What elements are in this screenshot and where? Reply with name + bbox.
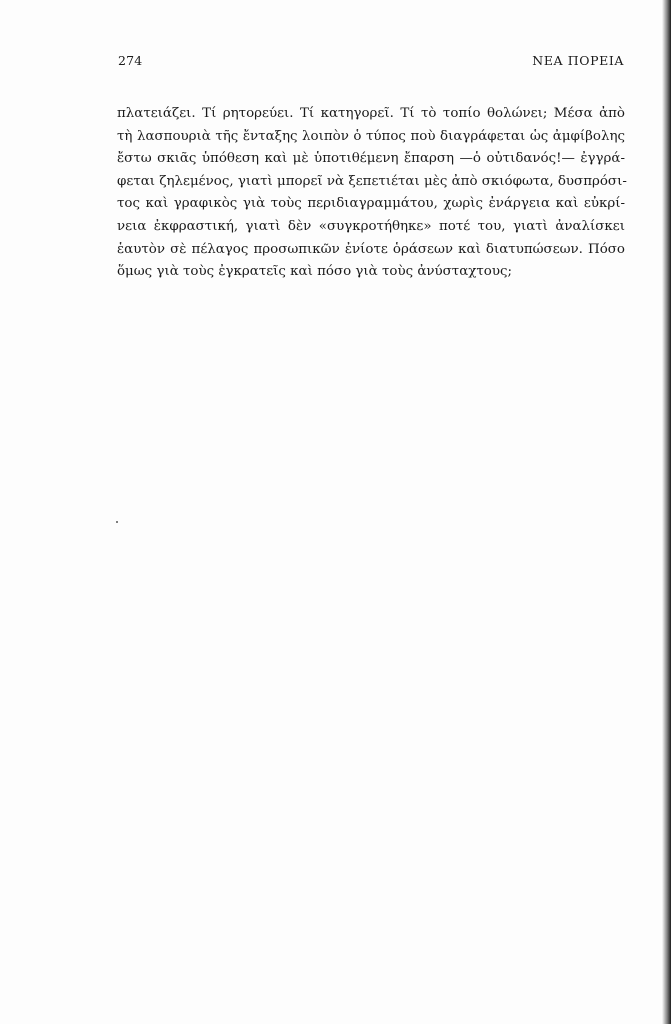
- text-line: φεται ζηλεμένος, γιατὶ μπορεῖ νὰ ξεπετιέται μὲς ἀπὸ σκιόφωτα, δυσπρόσι-: [117, 173, 627, 189]
- text-line: πλατειάζει. Τί ρητορεύει. Τί κατηγορεῖ. Τί τὸ τοπίο θολώνει; Μέσα ἀπὸ: [117, 106, 625, 121]
- page-number: 274: [118, 53, 143, 68]
- page-header: [118, 52, 624, 70]
- text-line: ἑαυτὸν σὲ πέλαγος προσωπικῶν ἐνίοτε ὁράσεων καὶ διατυπώσεων. Πόσο: [117, 241, 625, 257]
- text-line: ἔστω σκιᾶς ὑπόθεση καὶ μὲ ὑποτιθέμενη ἔπαρση —ὁ οὐτιδανός!— ἐγγρά-: [117, 151, 625, 167]
- running-head: ΝΕΑ ΠΟΡΕΙΑ: [532, 53, 624, 68]
- scan-speck: [116, 521, 118, 523]
- body-paragraph: [117, 103, 625, 284]
- text-line: ὅμως γιὰ τοὺς ἐγκρατεῖς καὶ πόσο γιὰ τοὺς ἀνύσταχτους;: [117, 264, 512, 280]
- text-line: νεια ἐκφραστική, γιατὶ δὲν «συγκροτήθηκε» ποτέ του, γιατὶ ἀναλίσκει: [117, 218, 625, 234]
- page-edge-shadow: [662, 0, 671, 1024]
- text-line: τος καὶ γραφικὸς γιὰ τοὺς περιδιαγραμμάτου, χωρὶς ἐνάργεια καὶ εὐκρί-: [117, 196, 625, 212]
- text-line: τὴ λασπουριὰ τῆς ἔνταξης λοιπὸν ὁ τύπος ποὺ διαγράφεται ὡς ἀμφίβολης: [117, 128, 625, 144]
